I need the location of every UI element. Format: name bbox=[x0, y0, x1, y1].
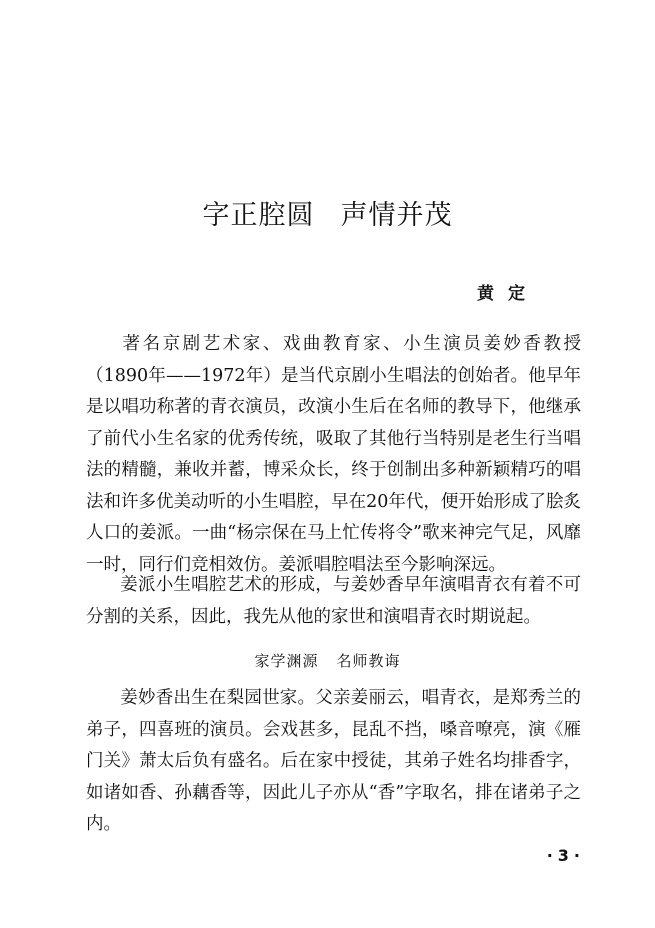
author-name: 黄定 bbox=[477, 284, 539, 304]
paragraph-intro bbox=[86, 329, 581, 581]
section-heading-part-2: 名师教诲 bbox=[336, 652, 401, 670]
paragraph-transition bbox=[86, 570, 581, 633]
title-part-1: 字正腔圆 bbox=[202, 200, 315, 231]
paragraph-intro-text: 著名京剧艺术家、戏曲教育家、小生演员姜妙香教授（1890年——1972年）是当代京剧小生唱法的创始者。他早年是以唱功称著的青衣演员，改演小生后在名师的教导下，他继承了前代小生名家的优秀传统，吸取了其他行当特别是老生行当唱法的精髓，兼收并蓄，博采众长，终于创制出多种新颖精巧的唱法和许多优美动听的小生唱腔，早在20年代，便开始形成了脍炙人口的姜派。一曲“杨宗保在马上忙传将令”歌来神完气足，风靡一时，同行们竞相效仿。姜派唱腔唱法至今影响深远。 bbox=[86, 334, 581, 575]
paragraph-family bbox=[86, 683, 581, 841]
section-heading-part-1: 家学渊源 bbox=[254, 652, 319, 670]
paragraph-transition-text: 姜派小生唱腔艺术的形成，与姜妙香早年演唱青衣有着不可分割的关系，因此，我先从他的家世和演唱青衣时期说起。 bbox=[86, 575, 581, 627]
title-part-2: 声情并茂 bbox=[340, 200, 453, 231]
section-heading bbox=[0, 650, 655, 671]
article-title bbox=[0, 198, 655, 234]
paragraph-family-text: 姜妙香出生在梨园世家。父亲姜丽云，唱青衣，是郑秀兰的弟子，四喜班的演员。会戏甚多，昆乱不挡，嗓音嘹亮，演《雁门关》萧太后负有盛名。后在家中授徒，其弟子姓名均排香字，如诸如香、孙藕香等，因此儿子亦从“香”字取名，排在诸弟子之内。 bbox=[86, 688, 581, 834]
page-number: ·3· bbox=[546, 846, 585, 865]
